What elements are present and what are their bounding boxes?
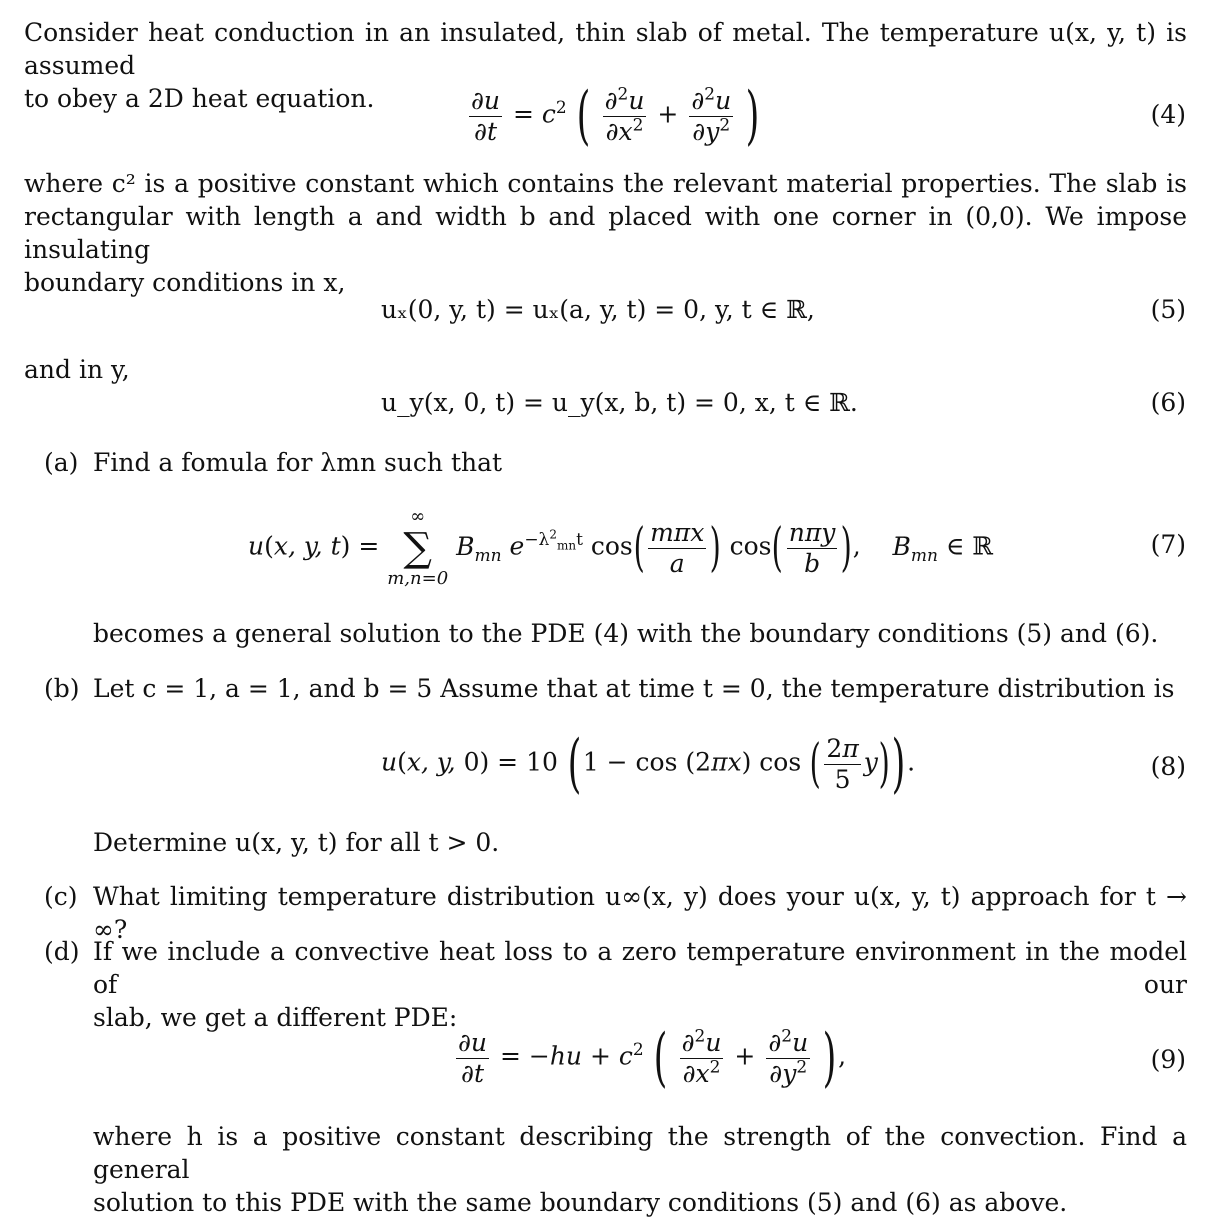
part-d-after: [93, 1120, 1187, 1219]
equation-8: u(x, y, 0) = 10 (1 − cos (2πx) cos ( $\frac{2\pi}{5}$ y)).: [381, 727, 916, 801]
equation-7: u(x, y, t) = ∞ ∑ m,n=0 $B_{mn}$ $e^{-\lambda^2_{mn}t}$ cos( $\frac{\text{mπx}}{a}$ ) cos( $\frac{\text{nπy}}{b}$ ), $B_{mn}$ ∈ ℝ: [248, 506, 994, 589]
equation-8-number: (8): [1150, 752, 1186, 781]
part-d-after-line-2: solution to this PDE with the same boundary conditions (5) and (6) as above.: [93, 1188, 1068, 1217]
equation-7-number: (7): [1150, 530, 1186, 559]
part-c-label: (c): [44, 882, 78, 911]
after-eq4-line-1: where c² is a positive constant which contains the relevant material properties. The slab is: [24, 169, 1187, 198]
equation-5: uₓ(0, y, t) = uₓ(a, y, t) = 0, y, t ∈ ℝ,: [381, 295, 815, 324]
part-a-label: (a): [44, 448, 79, 477]
after-eq4-paragraph: [24, 167, 1187, 299]
part-b-after: Determine u(x, y, t) for all t > 0.: [93, 828, 500, 857]
part-d-line-1: If we include a convective heat loss to a zero temperature environment in the model of our: [93, 937, 1187, 999]
intro-line-2: to obey a 2D heat equation.: [24, 84, 375, 113]
equation-9-number: (9): [1150, 1045, 1186, 1074]
part-b-text: Let c = 1, a = 1, and b = 5 Assume that at time t = 0, the temperature distribution is: [93, 674, 1175, 703]
equation-5-number: (5): [1150, 295, 1186, 324]
after-eq4-line-3: boundary conditions in x,: [24, 268, 346, 297]
after-eq4-line-2: rectangular with length a and width b and placed with one corner in (0,0). We impose insulating: [24, 202, 1187, 264]
part-a-text: Find a fomula for λmn such that: [93, 448, 503, 477]
part-b-label: (b): [44, 674, 80, 703]
equation-6-number: (6): [1150, 388, 1186, 417]
part-d-after-line-1: where h is a positive constant describing the strength of the convection. Find a general: [93, 1122, 1187, 1184]
equation-6: u_y(x, 0, t) = u_y(x, b, t) = 0, x, t ∈ ℝ.: [381, 388, 858, 417]
part-a-after: becomes a general solution to the PDE (4) with the boundary conditions (5) and (6).: [93, 619, 1159, 648]
part-c-text: What limiting temperature distribution u∞(x, y) does your u(x, y, t) approach for t → ∞?: [93, 882, 1187, 944]
and-in-y-text: and in y,: [24, 355, 130, 384]
part-d-line-2: slab, we get a different PDE:: [93, 1003, 458, 1032]
intro-line-1: Consider heat conduction in an insulated, thin slab of metal. The temperature u(x, y, t) is assumed: [24, 18, 1187, 80]
equation-9: $\frac{\partial u}{\partial t}$ = $-hu + c^2$ ( $\frac{\partial^2u}{\partial x^2}$ + $\frac{\partial^2u}{\partial y^2}$ ),: [458, 1021, 847, 1095]
equation-4: $\frac{\partial u}{\partial t}$ = $c^2$ ( $\frac{\partial^2u}{\partial x^2}$ + $\frac{\partial^2u}{\partial y^2}$ ): [471, 79, 760, 153]
part-d-label: (d): [44, 937, 80, 966]
equation-4-number: (4): [1150, 100, 1186, 129]
